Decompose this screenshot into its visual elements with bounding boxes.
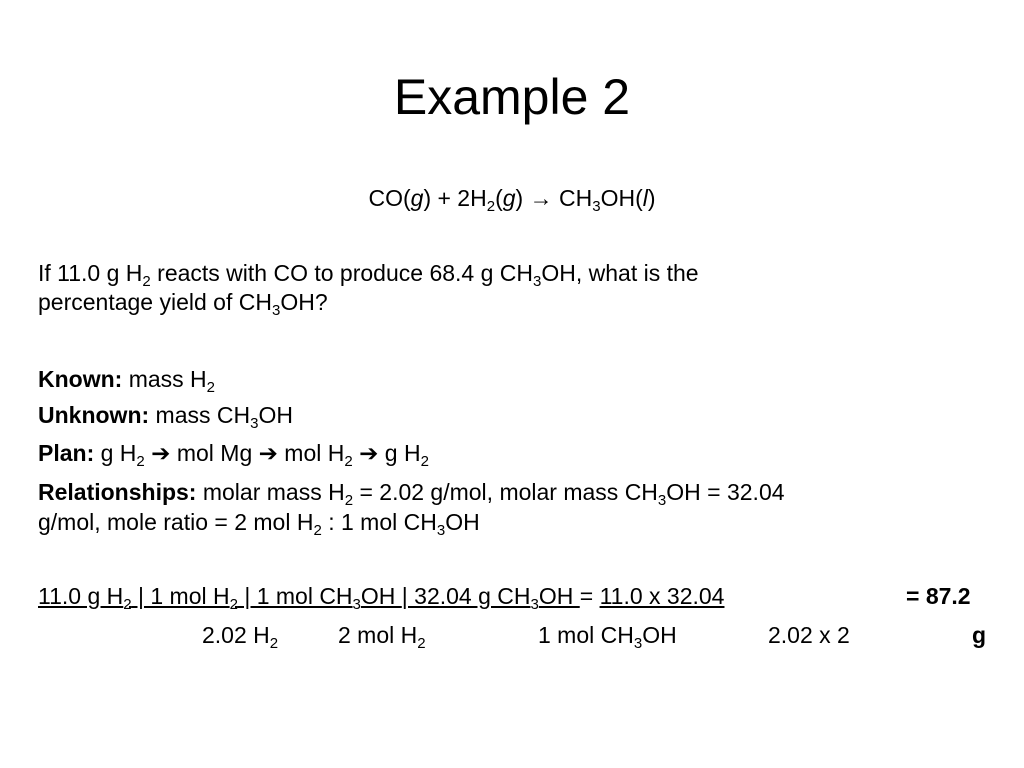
calc-text: 11.0 g H — [38, 583, 124, 609]
calc-subscript: 2 — [269, 635, 279, 652]
relationships-text: OH = 32.04 — [666, 479, 785, 505]
plan-text: g H — [94, 440, 137, 466]
plan-label: Plan: — [38, 440, 95, 466]
calc-text: | 1 mol H — [131, 583, 230, 609]
chemical-equation — [0, 183, 1024, 213]
question-text: reacts with CO to produce 68.4 g CH — [150, 260, 533, 286]
denominator-1 — [202, 620, 278, 650]
calc-subscript: 3 — [352, 596, 361, 613]
eq-text: ) + 2H — [423, 185, 487, 211]
relationships-subscript: 2 — [344, 492, 354, 509]
unknown-subscript: 3 — [250, 415, 259, 432]
eq-text: OH( — [600, 185, 643, 211]
calc-text: | 1 mol CH — [237, 583, 353, 609]
simplified-numerator: 11.0 x 32.04 — [599, 583, 725, 609]
eq-text: g — [410, 185, 424, 211]
eq-text: g — [502, 185, 516, 211]
question-text: If 11.0 g H — [38, 260, 143, 286]
question-subscript: 3 — [533, 273, 542, 290]
question-line-1 — [38, 258, 699, 288]
relationships-subscript: 2 — [313, 522, 322, 539]
eq-text: ) — [647, 185, 656, 211]
relationships-line-1 — [38, 477, 785, 507]
known-text: mass H — [122, 366, 207, 392]
eq-text: CH — [558, 185, 593, 211]
calculation-numerator — [38, 581, 724, 611]
calc-text: 1 mol CH — [538, 622, 634, 648]
relationships-text: molar mass H — [196, 479, 345, 505]
calc-text: OH — [360, 583, 402, 609]
question-subscript: 2 — [142, 273, 151, 290]
relationships-text: = 2.02 g/mol, molar mass CH — [353, 479, 658, 505]
plan-subscript: 2 — [136, 453, 145, 470]
arrow-icon: ➔ — [258, 440, 278, 466]
calc-text: | 32.04 g CH — [401, 583, 531, 609]
calc-subscript: 3 — [633, 635, 643, 652]
eq-text: l — [642, 185, 648, 211]
known-label: Known: — [38, 366, 123, 392]
denominator-2 — [338, 620, 426, 650]
calc-text: OH — [538, 583, 580, 609]
relationships-text: g/mol, mole ratio = 2 mol H — [38, 509, 314, 535]
relationships-subscript: 3 — [657, 492, 667, 509]
calc-text: OH — [642, 622, 677, 648]
question-text: percentage yield of CH — [38, 289, 272, 315]
eq-text: CO( — [368, 185, 411, 211]
denominator-3 — [538, 620, 677, 650]
known-subscript: 2 — [206, 379, 215, 396]
question-text: OH, what is the — [541, 260, 699, 286]
unknown-line — [38, 400, 293, 430]
calc-subscript: 3 — [530, 596, 539, 613]
numerator-text — [38, 583, 580, 613]
relationships-text: OH — [445, 509, 480, 535]
calc-text: 2.02 H — [202, 622, 270, 648]
unknown-text: mass CH — [149, 402, 251, 428]
slide-title: Example 2 — [393, 69, 631, 125]
arrow-icon: ➔ — [151, 440, 171, 466]
equals-sign: = — [579, 583, 600, 609]
answer-value: = 87.2 — [906, 583, 971, 609]
eq-subscript: 3 — [592, 198, 601, 215]
plan-text: mol Mg — [170, 440, 259, 466]
reaction-arrow-icon: → — [529, 185, 553, 211]
eq-text: ( — [495, 185, 503, 211]
question-line-2 — [38, 287, 328, 317]
question-text: OH? — [280, 289, 328, 315]
calc-subscript: 2 — [123, 596, 132, 613]
plan-subscript: 2 — [344, 453, 353, 470]
relationships-subscript: 3 — [436, 522, 446, 539]
plan-text: g H — [378, 440, 421, 466]
known-line — [38, 364, 215, 394]
relationships-label: Relationships: — [38, 479, 197, 505]
calc-subscript: 2 — [229, 596, 238, 613]
calc-text: 2 mol H — [338, 622, 418, 648]
question-subscript: 3 — [271, 302, 281, 319]
answer-unit: g — [972, 622, 987, 648]
plan-subscript: 2 — [420, 453, 429, 470]
unknown-label: Unknown: — [38, 402, 150, 428]
eq-subscript: 2 — [486, 198, 496, 215]
unknown-text: OH — [258, 402, 293, 428]
calc-subscript: 2 — [417, 635, 426, 652]
arrow-icon: ➔ — [359, 440, 379, 466]
plan-line — [38, 438, 429, 468]
eq-text: ) — [515, 185, 524, 211]
denominator-4: 2.02 x 2 — [768, 622, 850, 648]
relationships-text: : 1 mol CH — [321, 509, 437, 535]
plan-text: mol H — [277, 440, 345, 466]
relationships-line-2 — [38, 507, 480, 537]
